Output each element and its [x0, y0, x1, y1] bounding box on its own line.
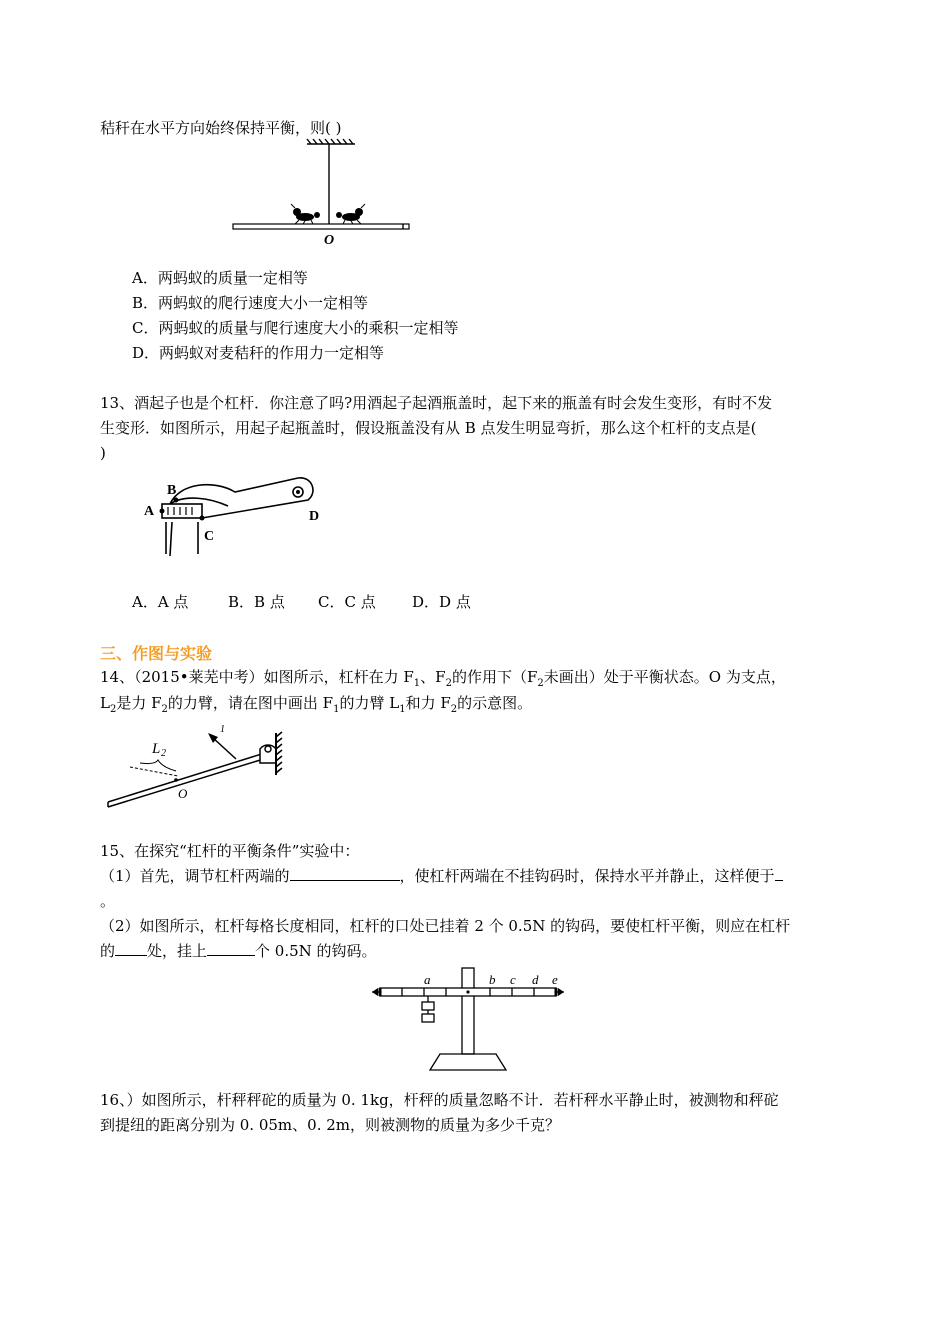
q12-option-c: C．两蚂蚁的质量与爬行速度大小的乘积一定相等	[132, 319, 459, 337]
q15-line-2-a: （1）首先，调节杠杆两端的	[100, 867, 290, 885]
q13-label-a: A	[144, 504, 155, 519]
q14-sub: 2	[450, 704, 458, 715]
q16-line-1: 16、）如图所示，杆秤秤砣的质量为 0. 1kg，杆秤的质量忽略不计．若杆秤水平静止时，被测物和秤砣	[100, 1091, 779, 1109]
q13-bottle-opener-figure	[140, 474, 330, 564]
q15-line-1: 15、在探究“杠杆的平衡条件”实验中：	[100, 842, 360, 860]
q14-sub: 1	[399, 704, 406, 715]
q14-sub: 2	[537, 678, 544, 689]
q12-ant-straw-figure	[225, 138, 415, 250]
q14-line-1-c: 的作用下（F	[451, 668, 538, 686]
q15-label-e: e	[552, 972, 558, 987]
q15-label-b: b	[489, 972, 496, 987]
q15-line-2-b: ，使杠杆两端在不挂钩码时，保持水平并静止，这样便于	[399, 867, 775, 885]
q14-sub: 2	[109, 704, 117, 715]
q14-line-1-b: 、F	[420, 668, 446, 686]
q15-line-5-b: 处，挂上	[147, 942, 208, 960]
q15-line-5-c: 个 0.5N 的钩码。	[255, 942, 377, 960]
q15-blank-3[interactable]	[115, 941, 147, 956]
q14-sub: 2	[161, 704, 168, 715]
q13-option-a: A．A 点	[132, 593, 189, 611]
q14-lever-figure	[100, 715, 300, 815]
q13-label-d: D	[309, 509, 320, 524]
q14-label-l: L	[152, 741, 161, 757]
q13-line-1: 13、酒起子也是个杠杆．你注意了吗?用酒起子起酒瓶盖时，起下来的瓶盖有时会发生变形，有时不发	[100, 394, 773, 412]
q14-line-1	[100, 667, 786, 694]
q14-label-l-sub: 2	[161, 748, 166, 759]
q14-sub: 2	[445, 678, 452, 689]
q14-line-2-a: L	[100, 694, 110, 712]
q15-blank-1[interactable]	[290, 866, 400, 881]
q15-line-3: 。	[100, 892, 116, 910]
q14-line-1-a: 14、（2015•莱芜中考）如图所示，杠杆在力 F	[100, 668, 414, 686]
q13-option-c: C．C 点	[318, 593, 376, 611]
q12-option-d: D．两蚂蚁对麦秸秆的作用力一定相等	[132, 344, 385, 362]
q15-label-a: a	[424, 972, 431, 987]
section-title: 三、作图与实验	[100, 644, 213, 663]
q15-label-c: c	[510, 972, 516, 987]
q14-label-o: O	[178, 786, 188, 801]
q13-label-b: B	[167, 483, 177, 498]
q13-line-2: 生变形．如图所示，用起子起瓶盖时，假设瓶盖没有从 B 点发生明显弯折，那么这个杠杆的支点是(	[100, 419, 757, 437]
q13-line-3: )	[100, 444, 106, 462]
q15-blank-4[interactable]	[207, 941, 255, 956]
q15-blank-2[interactable]	[775, 866, 783, 881]
q12-option-a: A．两蚂蚁的质量一定相等	[132, 269, 308, 287]
q13-label-c: C	[204, 529, 215, 544]
q14-line-2-f: 的示意图。	[457, 694, 533, 712]
q14-line-2-c: 的力臂，请在图中画出 F	[167, 694, 334, 712]
q14-label-f-sub: 1	[220, 724, 225, 735]
q12-label-o: O	[324, 233, 335, 248]
q12-stem-tail: 秸秆在水平方向始终保持平衡，则( )	[100, 119, 342, 137]
q16-line-2: 到提纽的距离分别为 0. 05m、0. 2m，则被测物的质量为多少千克？	[100, 1116, 561, 1134]
q15-balance-figure	[368, 962, 578, 1074]
q12-option-b: B．两蚂蚁的爬行速度大小一定相等	[132, 294, 369, 312]
q15-line-2	[100, 866, 783, 886]
q13-option-b: B．B 点	[228, 593, 285, 611]
q15-label-d: d	[532, 972, 539, 987]
q15-line-5	[100, 941, 377, 961]
q14-line-2-b: 是力 F	[116, 694, 162, 712]
q15-line-5-a: 的	[100, 942, 116, 960]
q14-line-2-e: 和力 F	[405, 694, 451, 712]
q14-sub: 1	[413, 678, 421, 689]
q14-line-2-d: 的力臂 L	[339, 694, 400, 712]
q14-line-1-d: 未画出）处于平衡状态。O 为支点，	[543, 668, 786, 686]
q13-option-d: D．D 点	[412, 593, 471, 611]
q14-sub: 1	[333, 704, 340, 715]
q15-line-4: （2）如图所示，杠杆每格长度相同，杠杆的口处已挂着 2 个 0.5N 的钩码，要使杠杆平衡，则应在杠杆	[100, 917, 791, 935]
